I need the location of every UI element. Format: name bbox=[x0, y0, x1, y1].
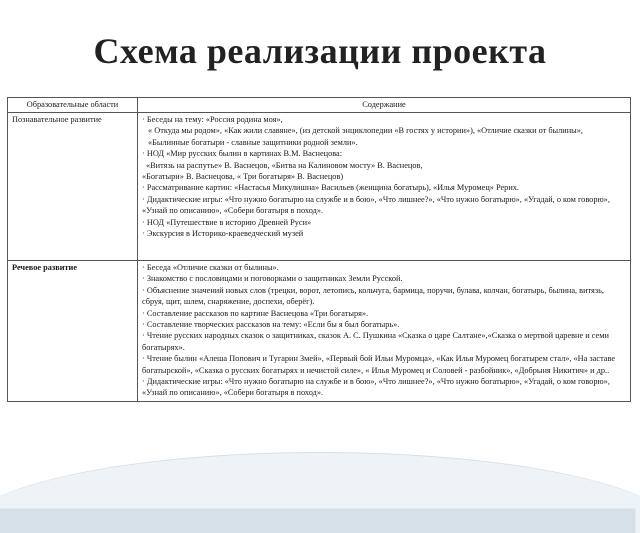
content-cell bbox=[138, 113, 631, 261]
page-title: Схема реализации проекта bbox=[93, 31, 547, 71]
header-content: Содержание bbox=[138, 98, 631, 113]
content-line: · Составление рассказов по картине Васнецова «Три богатыря». bbox=[142, 308, 369, 318]
area-cell: Речевое развитие bbox=[8, 261, 138, 402]
project-table bbox=[7, 97, 631, 402]
area-cell: Познавательное развитие bbox=[8, 113, 138, 261]
decorative-bottom-curve bbox=[0, 452, 640, 533]
content-line: · Беседы на тему: «Россия родина моя», bbox=[142, 115, 283, 124]
table-row-speech bbox=[8, 261, 631, 402]
content-line: · Экскурсия в Историко-краеведческий музей bbox=[142, 229, 304, 239]
header-areas: Образовательные области bbox=[8, 98, 138, 113]
content-cell bbox=[138, 261, 631, 402]
content-line: · Объяснение значений новых слов (трецки, ворот, летопись, кольчуга, бармица, поручи, булава, колчан, богатырь, былина, витязь, сбруя, щит, шлем, снаряжение, доспехи, оберёг). bbox=[142, 285, 604, 307]
content-line: «Богатыри» В. Васнецова, « Три богатыря» В. Васнецов) bbox=[142, 172, 344, 182]
content-line: « Откуда мы родом», «Как жили славяне», (из детской энциклопедии «В гостях у истории»), «Отличие сказки от былины», «Былинные богатыри - славные защитники родной земли». bbox=[148, 126, 583, 147]
table-header-row bbox=[8, 98, 631, 113]
table-row-cognitive bbox=[8, 113, 631, 261]
content-line: «Витязь на распутье» В. Васнецов, «Битва на Калиновом мосту» В. Васнецов, bbox=[146, 160, 423, 170]
content-line: · Чтение былин «Алеша Попович и Тугарин Змей», «Первый бой Ильи Муромца», «Как Илья Муромец богатырем стал», «На заставе богатырской», «Сказка о русских богатырях и нечистой силе», « Илья Муромец и Соловей - разбойник», «Добрыня Никитич» и др.. bbox=[142, 354, 616, 375]
content-line: · Составление творческих рассказов на тему: «Если бы я был богатырь». bbox=[142, 320, 400, 330]
content-line: · Дидактические игры: «Что нужно богатырю на службе и в бою», «Что лишнее?», «Что нужно богатырю», «Угадай, о ком говорю», «Узнай по описанию», «Собери богатыря в поход». bbox=[142, 194, 610, 216]
content-line: · НОД «Путешествие в историю Древней Руси» bbox=[142, 217, 312, 227]
content-line: · Рассматривание картин: «Настасья Микулишна» Васильев (женщина богатырь), «Илья Муромец» Рерих. bbox=[142, 183, 519, 193]
content-line: · Дидактические игры: «Что нужно богатырю на службе и в бою», «Что лишнее?», «Что нужно богатырю», «Угадай, о ком говорю», «Узнай по описанию», «Собери богатыря в поход». bbox=[142, 377, 610, 398]
content-line: · Знакомство с пословицами и поговорками о защитниках Земли Русской. bbox=[142, 274, 403, 284]
content-line: · Беседа «Отличие сказки от былины». bbox=[142, 263, 279, 272]
content-line: · НОД «Мир русских былин в картинах В.М. Васнецова: bbox=[142, 149, 343, 159]
content-line: · Чтение русских народных сказок о защитниках, сказок А. С. Пушкина «Сказка о царе Салтане»,«Сказка о мертвой царевне и семи богатырях». bbox=[142, 331, 609, 352]
